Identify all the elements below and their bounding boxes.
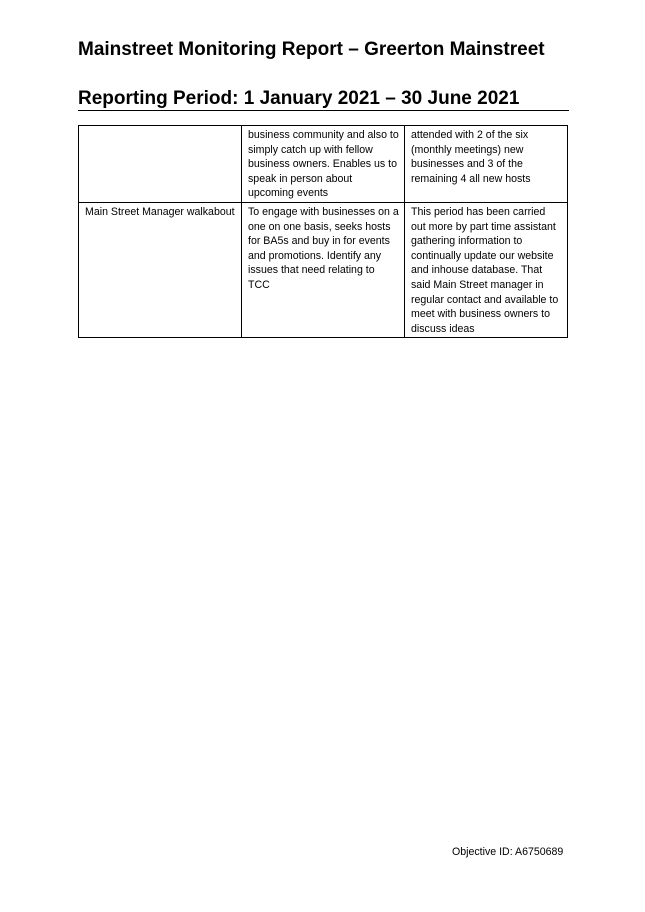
purpose-cell: To engage with businesses on a one on one basis, seeks hosts for BA5s and buy in for events and promotions. Identify any issues that need relating to TCC xyxy=(242,202,405,337)
objective-id: Objective ID: A6750689 xyxy=(452,846,564,858)
activity-cell: Main Street Manager walkabout xyxy=(79,202,242,337)
report-title: Mainstreet Monitoring Report – Greerton Mainstreet xyxy=(78,39,545,60)
table-row xyxy=(79,202,568,337)
activity-cell xyxy=(79,126,242,203)
heading-divider xyxy=(78,110,569,111)
activity-table xyxy=(78,125,568,338)
outcome-cell: attended with 2 of the six (monthly meetings) new businesses and 3 of the remaining 4 all new hosts xyxy=(405,126,568,203)
table-row xyxy=(79,126,568,203)
outcome-cell: This period has been carried out more by part time assistant gathering information to continually update our website and inhouse database. That said Main Street manager in regular contact and available to meet with business owners to discuss ideas xyxy=(405,202,568,337)
purpose-cell: business community and also to simply catch up with fellow business owners. Enables us to speak in person about upcoming events xyxy=(242,126,405,203)
reporting-period-heading: Reporting Period: 1 January 2021 – 30 June 2021 xyxy=(78,88,520,109)
